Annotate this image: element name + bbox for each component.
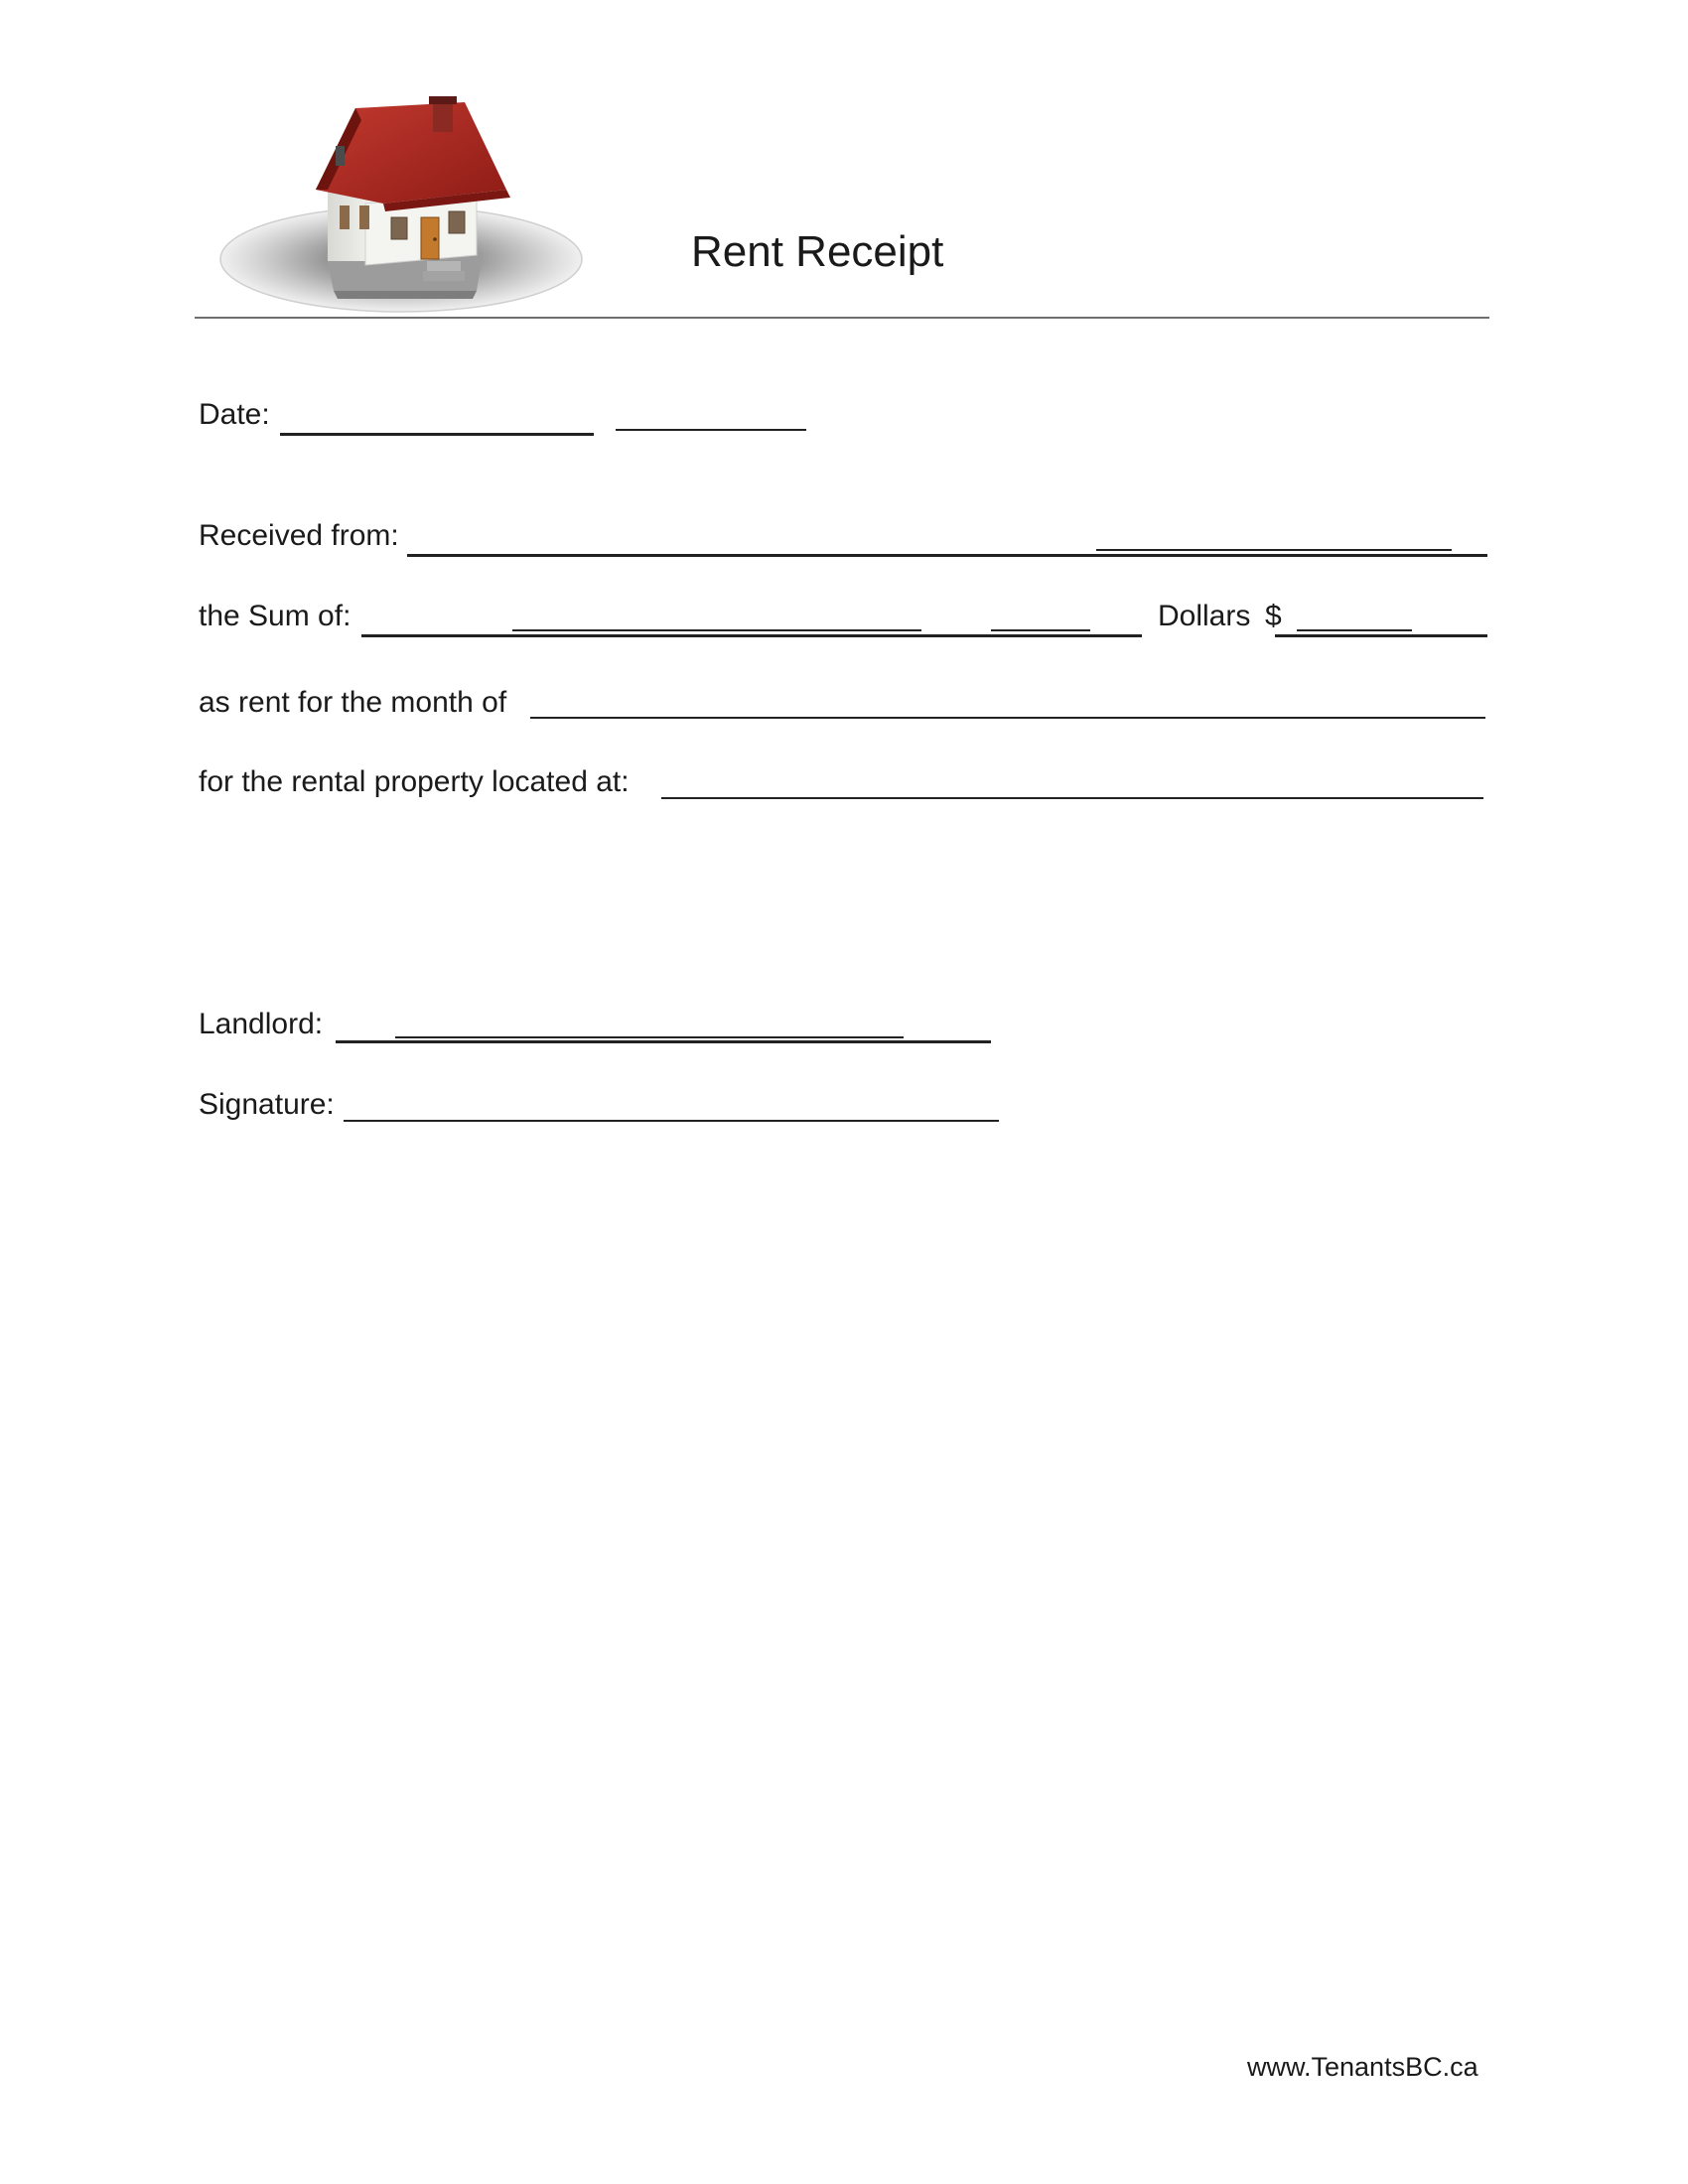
month-field[interactable]	[530, 717, 1485, 719]
landlord-field[interactable]	[336, 1040, 991, 1043]
sum-of-label: the Sum of:	[199, 600, 352, 632]
amount-extra-line	[1297, 629, 1412, 631]
landlord-extra-line	[395, 1036, 904, 1038]
sum-of-field[interactable]	[361, 634, 1142, 637]
sum-of-extra-line	[512, 629, 921, 631]
currency-symbol: $	[1265, 600, 1282, 632]
signature-field[interactable]	[344, 1120, 999, 1122]
signature-label: Signature:	[199, 1088, 335, 1121]
page-title: Rent Receipt	[691, 227, 944, 276]
header-divider	[195, 317, 1489, 319]
date-year-field[interactable]	[616, 429, 806, 431]
footer-website-link[interactable]: www.TenantsBC.ca	[1247, 2052, 1478, 2082]
month-label: as rent for the month of	[199, 686, 507, 719]
property-address-field[interactable]	[661, 797, 1483, 799]
sum-of-extra-line-2	[991, 629, 1090, 631]
house-icon	[216, 94, 586, 315]
date-field[interactable]	[280, 433, 594, 436]
dollars-label: Dollars	[1158, 600, 1251, 632]
received-from-label: Received from:	[199, 519, 399, 552]
property-label: for the rental property located at:	[199, 765, 630, 798]
amount-field[interactable]	[1275, 634, 1487, 637]
received-from-extra-line	[1096, 549, 1452, 551]
landlord-label: Landlord:	[199, 1008, 324, 1040]
date-label: Date:	[199, 398, 270, 431]
received-from-field[interactable]	[407, 554, 1487, 557]
